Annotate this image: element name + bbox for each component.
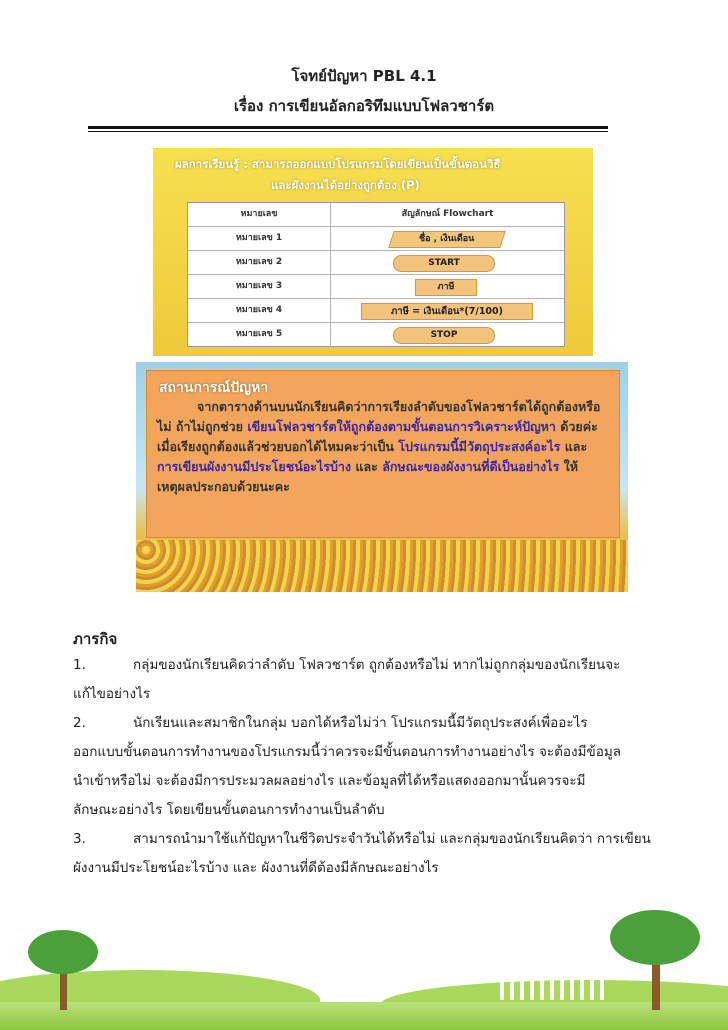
situation-text: จากตารางด้านบนนักเรียนคิดว่าการเรียงลำดับของโฟลวชาร์ตได้ถูกต้องหรือไม่ ถ้าไม่ถูกช่วย เขียนโฟลวชาร์ตให้ถูกต้องตามขั้นตอนการวิเคราะห์ปัญหา ด้วยค่ะ เมื่อเรียงถูกต้องแล้วช่วยบอกได้ไหมคะว่าเป็น โปรแกรมนี้มีวัตถุประสงค์อะไร และ การเขียนผังงานมีประโยชน์อะไรบ้าง และ ลักษณะของผังงานที่ดีเป็นอย่างไร ให้เหตุผลประกอบด้วยนะคะ — [157, 399, 601, 494]
objective-panel — [153, 148, 593, 356]
highlight-purpose: โปรแกรมนี้มีวัตถุประสงค์อะไร — [398, 439, 561, 454]
situation-box — [146, 370, 620, 538]
table-row — [188, 299, 564, 323]
table-row — [188, 275, 564, 299]
row-label: หมายเลข 4 — [188, 299, 331, 322]
situation-heading: สถานการณ์ปัญหา — [159, 380, 269, 396]
header-symbol: สัญลักษณ์ Flowchart — [401, 209, 494, 219]
table-header-row — [188, 203, 564, 227]
highlight-rewrite: เขียนโฟลวชาร์ตให้ถูกต้องตามขั้นตอนการวิเคราะห์ปัญหา — [247, 419, 556, 434]
objective-line2: และผังงานได้อย่างถูกต้อง (P) — [271, 178, 420, 192]
row-label: หมายเลข 2 — [188, 251, 331, 274]
task-item-3: 3. สามารถนำมาใช้แก้ปัญหาในชีวิตประจำวันได้หรือไม่ และกลุ่มของนักเรียนคิดว่า การเขียน ผังงานมีประโยชน์อะไรบ้าง และ ผังงานที่ดีต้องมีลักษณะอย่างไร — [73, 831, 651, 876]
objective-text — [175, 154, 583, 196]
fence-decoration — [500, 978, 610, 1000]
tree-decoration — [610, 910, 700, 1010]
task-item-2: 2. นักเรียนและสมาชิกในกลุ่ม บอกได้หรือไม่ว่า โปรแกรมนี้มีวัตถุประสงค์เพื่ออะไร ออกแบบขั้นตอนการทำงานของโปรแกรมนี้ว่าควรจะมีขั้นตอนการทำงานอย่างไร จะต้องมีข้อมูล นำเข้าหรือไม่ จะต้องมีการประมวลผลอย่างไร และข้อมูลที่ได้หรือแสดงออกมานั้นควรจะมี ลักษณะอย่างไร โดยเขียนขั้นตอนการทำงานเป็นลำดับ — [73, 715, 622, 818]
row-label: หมายเลข 3 — [188, 275, 331, 298]
output-symbol: ภาษี — [415, 279, 477, 296]
table-row — [188, 323, 564, 346]
document-title: โจทย์ปัญหา PBL 4.1 — [291, 67, 437, 85]
row-label: หมายเลข 5 — [188, 323, 331, 346]
highlight-characteristics: ลักษณะของผังงานที่ดีเป็นอย่างไร — [382, 459, 560, 474]
task-heading: ภารกิจ — [73, 630, 118, 648]
table-row — [188, 251, 564, 275]
header-number: หมายเลข — [188, 203, 331, 226]
situation-panel — [136, 362, 628, 592]
objective-line1: สามารถออกแบบโปรแกรมโดยเขียนเป็นขั้นตอนวิธี — [251, 157, 501, 171]
highlight-benefit: การเขียนผังงานมีประโยชน์อะไรบ้าง — [157, 459, 352, 474]
title-rule-thin — [88, 131, 608, 132]
flower-field-decoration — [136, 540, 628, 592]
document-subtitle: เรื่อง การเขียนอัลกอริทึมแบบโฟลวชาร์ต — [233, 97, 495, 115]
stop-terminal-symbol: STOP — [393, 327, 495, 344]
process-symbol: ภาษี = เงินเดือน*(7/100) — [361, 303, 533, 320]
row-label: หมายเลข 1 — [188, 227, 331, 250]
task-item-1: 1. กลุ่มของนักเรียนคิดว่าลำดับ โฟลวชาร์ต ถูกต้องหรือไม่ หากไม่ถูกกลุ่มของนักเรียนจะ แก้ไขอย่างไร — [73, 657, 621, 702]
io-symbol: ชื่อ , เงินเดือน — [388, 231, 506, 248]
title-rule-thick — [88, 126, 608, 129]
table-row — [188, 227, 564, 251]
flowchart-symbol-table — [187, 202, 565, 347]
objective-label: ผลการเรียนรู้ : — [175, 157, 248, 171]
start-terminal-symbol: START — [393, 255, 495, 272]
tree-decoration — [28, 930, 98, 1010]
